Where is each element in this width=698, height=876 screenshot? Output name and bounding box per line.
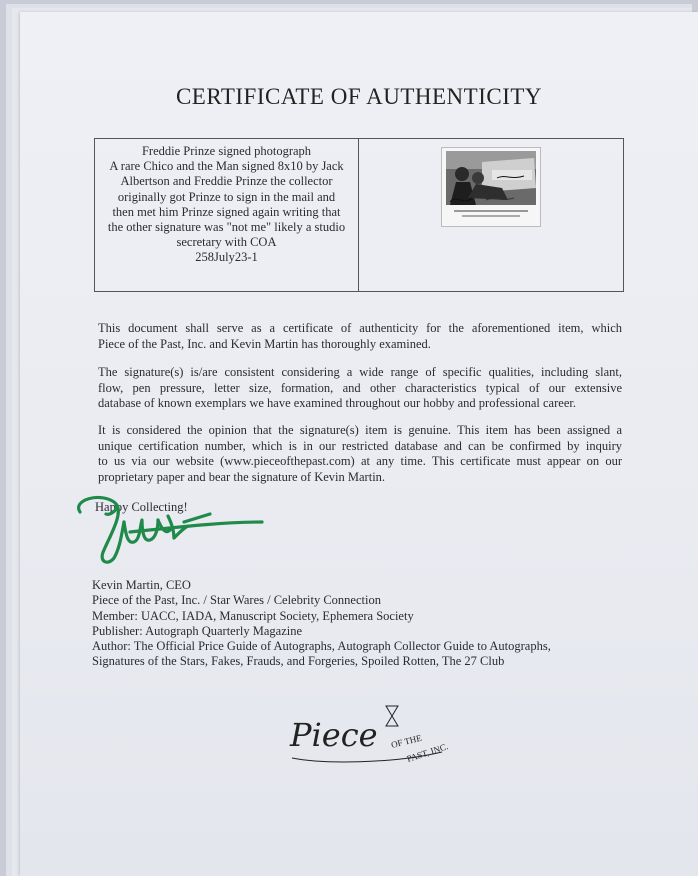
item-description-line: the other signature was "not me" likely a studio <box>107 220 346 235</box>
certificate-page <box>20 12 698 876</box>
paragraph-line: flow, pen pressure, letter size, formation, and other characteristics typical of our extensive <box>98 380 622 395</box>
item-description-line: then met him Prinze signed again writing that <box>112 204 341 219</box>
paragraph-line: This document shall serve as a certificate of authenticity for the aforementioned item, which <box>98 321 622 335</box>
signer-name: Kevin Martin, CEO <box>92 578 191 592</box>
piece-of-the-past-logo <box>282 702 452 777</box>
logo-past-inc-text: PAST, INC. <box>405 741 450 764</box>
paragraph-line: It is considered the opinion that the signature(s) item is genuine. This item has been assigned a <box>98 423 622 437</box>
certification-number: 258July23-1 <box>195 250 258 265</box>
paragraph-line: database of known exemplars we have examined throughout our hobby and professional career. <box>98 396 576 410</box>
logo-of-the-text: OF THE <box>390 732 423 750</box>
item-photo-cell <box>359 139 623 291</box>
item-description-line: A rare Chico and the Man signed 8x10 by Jack <box>109 159 344 174</box>
paragraph-line: proprietary paper and bear the signature of Kevin Martin. <box>98 469 386 484</box>
handwritten-signature <box>70 492 270 587</box>
signer-info <box>92 578 551 670</box>
paragraph-line: Piece of the Past, Inc. and Kevin Martin has thoroughly examined. <box>98 336 431 351</box>
logo-main-text: Piece <box>290 716 378 754</box>
signer-author-continued: Signatures of the Stars, Fakes, Frauds, and Forgeries, Spoiled Rotten, The 27 Club <box>92 654 505 669</box>
item-description-cell <box>95 139 359 291</box>
signer-memberships: Member: UACC, IADA, Manuscript Society, Ephemera Society <box>92 608 414 623</box>
hourglass-icon <box>386 706 398 726</box>
item-photo <box>441 147 541 227</box>
item-table <box>94 138 624 292</box>
closing-line: Happy Collecting! <box>95 500 188 514</box>
signature-analysis-paragraph <box>98 365 622 412</box>
paragraph-line: The signature(s) is/are consistent considering a wide range of specific qualities, including slant, <box>98 365 622 379</box>
item-description-line: Albertson and Freddie Prinze the collector <box>120 174 333 189</box>
item-description-line: Freddie Prinze signed photograph <box>141 144 312 158</box>
signer-author: Author: The Official Price Guide of Autographs, Autograph Collector Guide to Autographs, <box>92 639 551 654</box>
item-description-line: secretary with COA <box>176 235 277 250</box>
authenticity-paragraph <box>98 321 622 352</box>
certificate-title: CERTIFICATE OF AUTHENTICITY <box>175 84 543 109</box>
item-description-line: originally got Prinze to sign in the mail and <box>117 189 336 204</box>
opinion-paragraph <box>98 423 622 485</box>
signer-company: Piece of the Past, Inc. / Star Wares / Celebrity Connection <box>92 593 381 608</box>
signer-publisher: Publisher: Autograph Quarterly Magazine <box>92 623 303 638</box>
paragraph-line: to us via our website (www.pieceofthepast.com) at any time. This certificate must appear on our <box>98 454 622 468</box>
paragraph-line: unique certification number, which is in our restricted database and can be confirmed by inquiry <box>98 438 622 453</box>
